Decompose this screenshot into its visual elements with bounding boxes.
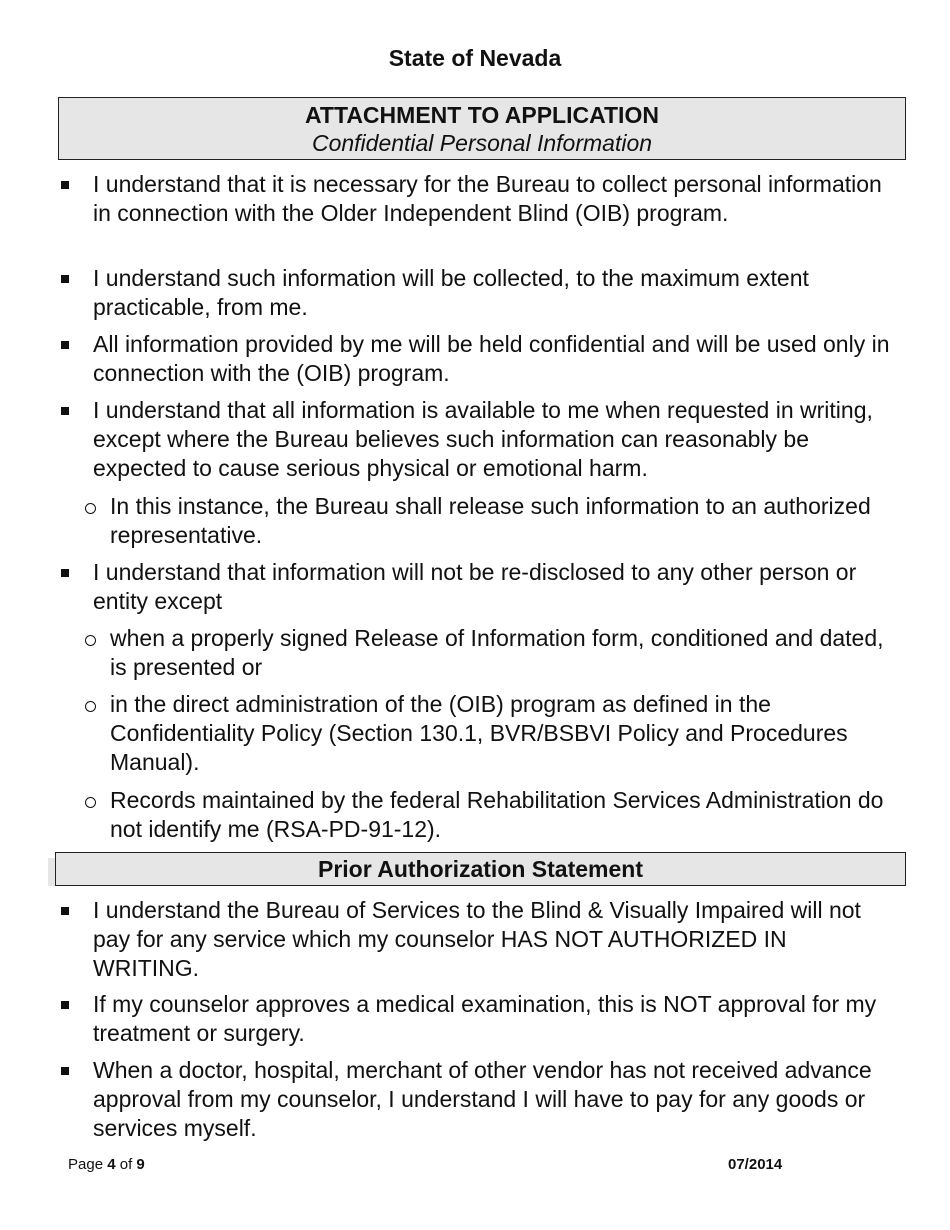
square-bullet-icon: [61, 407, 69, 415]
attachment-subtitle: Confidential Personal Information: [311, 130, 653, 156]
square-bullet-icon: [61, 1001, 69, 1009]
square-bullet-icon: [61, 907, 69, 915]
list-item: Records maintained by the federal Rehabilitation Services Administration do not identify me (RSA-PD-91-12).: [110, 787, 884, 842]
page-total: 9: [136, 1156, 145, 1173]
circle-bullet-icon: [85, 635, 96, 646]
square-bullet-icon: [61, 569, 69, 577]
list-item: I understand that it is necessary for the Bureau to collect personal information in connection with the Older Independent Blind (OIB) program.: [93, 171, 882, 226]
of-word: of: [119, 1156, 133, 1173]
list-item: When a doctor, hospital, merchant of other vendor has not received advance approval from my counselor, I understand I will have to pay for any goods or services myself.: [93, 1057, 872, 1141]
page-word: Page: [68, 1156, 104, 1173]
square-bullet-icon: [61, 181, 69, 189]
square-bullet-icon: [61, 341, 69, 349]
list-item: If my counselor approves a medical examination, this is NOT approval for my treatment or surgery.: [93, 991, 877, 1046]
circle-bullet-icon: [85, 797, 96, 808]
circle-bullet-icon: [85, 701, 96, 712]
revision-date: 07/2014: [728, 1156, 783, 1173]
square-bullet-icon: [61, 1067, 69, 1075]
circle-bullet-icon: [85, 503, 96, 514]
attachment-title: ATTACHMENT TO APPLICATION: [305, 102, 659, 128]
page-number: [68, 1156, 145, 1173]
list-item: In this instance, the Bureau shall release such information to an authorized representative.: [110, 493, 871, 548]
list-item: when a properly signed Release of Information form, conditioned and dated, is presented or: [110, 625, 884, 680]
list-item: All information provided by me will be held confidential and will be used only in connection with the (OIB) program.: [93, 331, 890, 386]
document-title: State of Nevada: [388, 45, 562, 71]
square-bullet-icon: [61, 275, 69, 283]
list-item: in the direct administration of the (OIB) program as defined in the Confidentiality Policy (Section 130.1, BVR/BSBVI Policy and Procedures Manual).: [110, 691, 848, 775]
list-item: I understand that information will not be re-disclosed to any other person or entity except: [93, 559, 857, 614]
list-item: I understand such information will be collected, to the maximum extent practicable, from me.: [93, 265, 809, 320]
prior-authorization-header: Prior Authorization Statement: [55, 852, 906, 886]
list-item: I understand the Bureau of Services to the Blind & Visually Impaired will not pay for any service which my counselor HAS NOT AUTHORIZED IN WRITING.: [93, 897, 861, 981]
list-item: I understand that all information is available to me when requested in writing, except where the Bureau believes such information can reasonably be expected to cause serious physical or emotional harm.: [93, 397, 873, 481]
page-current: 4: [107, 1156, 116, 1173]
attachment-header-box: [58, 97, 906, 160]
